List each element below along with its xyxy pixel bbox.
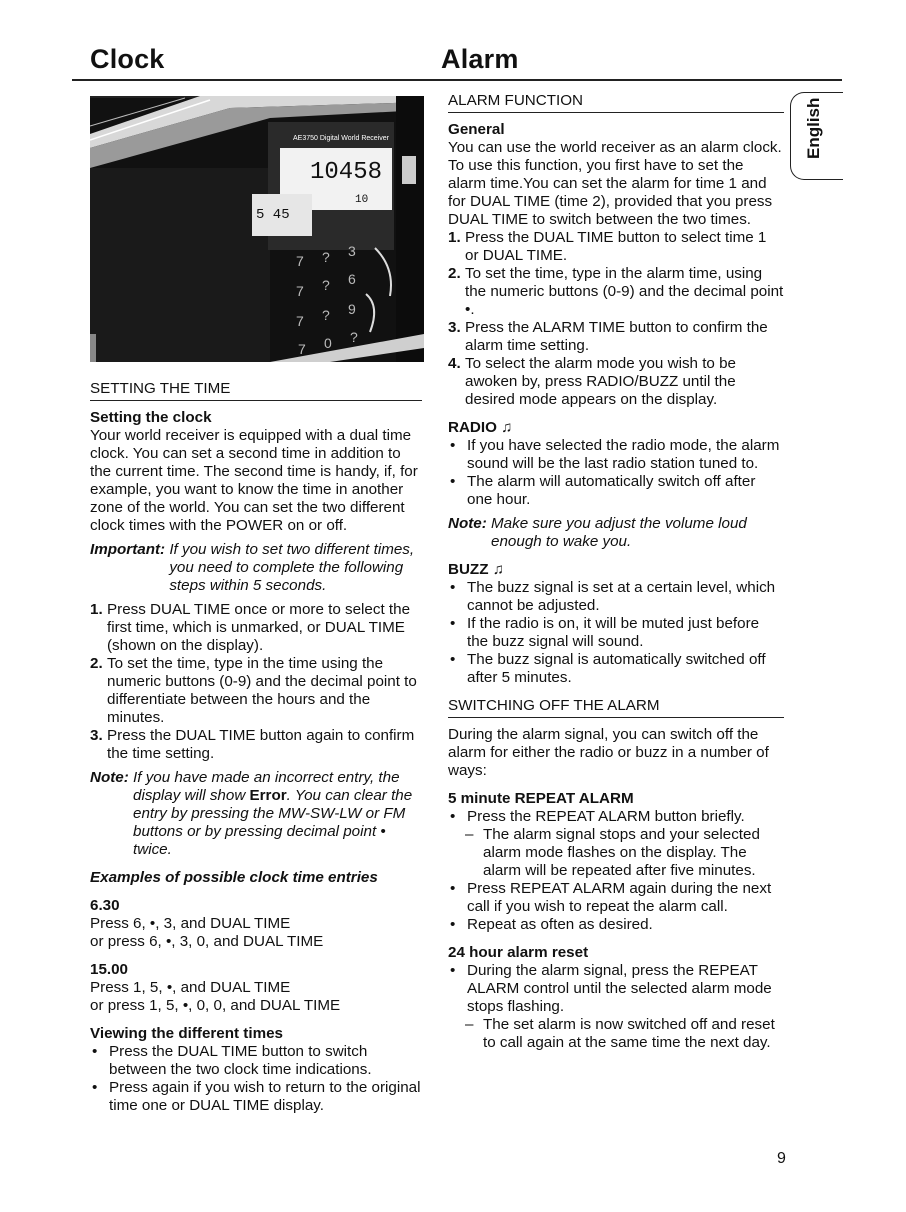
- svg-text:7: 7: [296, 313, 304, 329]
- viewing-list: [90, 1043, 422, 1115]
- list-item: 1. Press DUAL TIME once or more to select the first time, which is unmarked, or DUAL TIME (shown on the display).: [90, 601, 411, 654]
- buzz-list: [448, 579, 784, 687]
- list-item: 3. Press the DUAL TIME button again to confirm the time setting.: [90, 727, 415, 762]
- important-note: Important: If you wish to set two different times, you need to complete the following steps within 5 seconds.: [90, 541, 415, 594]
- general-text: You can use the world receiver as an alarm clock. To use this function, you first have to set the alarm time.You can set the alarm for time 1 and for DUAL TIME (time 2), provided that you press DUAL TIME to switch between the two times.: [448, 139, 782, 228]
- repeat-list: [448, 808, 784, 934]
- example-2-value: 15.00: [90, 961, 129, 978]
- list-item: 2. To set the time, type in the alarm time, using the numeric buttons (0-9) and the decimal point •.: [448, 265, 784, 318]
- page-number: 9: [777, 1150, 786, 1167]
- svg-text:?: ?: [322, 249, 330, 265]
- list-item: 2. To set the time, type in the time using the numeric buttons (0-9) and the decimal point to differentiate between the hours and the minutes.: [90, 655, 417, 726]
- alarm-function-heading: ALARM FUNCTION: [448, 92, 784, 113]
- svg-text:3: 3: [348, 243, 356, 259]
- setting-intro-text: Your world receiver is equipped with a dual time clock. You can set a second time in addition to the current time. The second time is handy, if, for example, you want to know the time in another zone of the world. You can set the two different clock times with the POWER on or off.: [90, 427, 418, 534]
- repeat-subhead: 5 minute REPEAT ALARM: [448, 790, 634, 807]
- setting-steps-list: [90, 601, 422, 763]
- right-column: [448, 92, 784, 1052]
- display-time: 10458: [310, 159, 383, 186]
- reset-subhead: 24 hour alarm reset: [448, 944, 589, 961]
- example-2-line2: or press 1, 5, •, 0, 0, and DUAL TIME: [90, 997, 341, 1014]
- general-subhead: General: [448, 121, 505, 138]
- switching-off-heading: SWITCHING OFF THE ALARM: [448, 697, 784, 718]
- list-item: • During the alarm signal, press the REPEAT ALARM control until the selected alarm mode stops flashing.: [450, 962, 772, 1015]
- switching-text: During the alarm signal, you can switch off the alarm for either the radio or buzz in a number of ways:: [448, 726, 769, 779]
- display-left: 5 45: [256, 207, 290, 223]
- list-item: • Repeat as often as desired.: [450, 916, 653, 933]
- list-item: • The alarm will automatically switch off after one hour.: [450, 473, 756, 508]
- error-note: Note: If you have made an incorrect entry, the display will show Error. You can clear the entry by pressing the MW-SW-LW or FM buttons or by pressing decimal point • twice.: [90, 769, 413, 858]
- radio-photo: [90, 96, 424, 362]
- list-item: • Press again if you wish to return to the original time one or DUAL TIME display.: [92, 1079, 421, 1114]
- setting-the-clock-subhead: Setting the clock: [90, 409, 212, 426]
- header-rule: [72, 79, 842, 81]
- svg-text:?: ?: [322, 277, 330, 293]
- examples-heading: Examples of possible clock time entries: [90, 869, 378, 886]
- example-2-line1: Press 1, 5, •, and DUAL TIME: [90, 979, 291, 996]
- radio-list: [448, 437, 784, 509]
- list-item: • Press the DUAL TIME button to switch between the two clock time indications.: [92, 1043, 372, 1078]
- language-tab-label: English: [804, 97, 823, 159]
- list-item: – The alarm signal stops and your selected alarm mode flashes on the display. The alarm will be repeated after five minutes.: [465, 826, 760, 879]
- example-1-line1: Press 6, •, 3, and DUAL TIME: [90, 915, 291, 932]
- list-item: 3. Press the ALARM TIME button to confirm the alarm time setting.: [448, 319, 768, 354]
- list-item: 1. Press the DUAL TIME button to select time 1 or DUAL TIME.: [448, 229, 767, 264]
- page-title-clock: Clock: [90, 44, 165, 74]
- device-label: AE3750 Digital World Receiver: [293, 135, 389, 142]
- viewing-heading: Viewing the different times: [90, 1025, 283, 1042]
- page-title-alarm: Alarm: [441, 44, 519, 74]
- svg-text:?: ?: [350, 329, 358, 345]
- reset-list: [448, 962, 784, 1052]
- svg-text:7: 7: [298, 341, 306, 357]
- example-1-value: 6.30: [90, 897, 120, 914]
- list-item: 4. To select the alarm mode you wish to be awoken by, press RADIO/BUZZ until the desired mode appears on the display.: [448, 355, 736, 408]
- radio-subhead: RADIO ♫: [448, 419, 513, 436]
- display-small: 10: [355, 194, 369, 206]
- svg-text:7: 7: [296, 283, 304, 299]
- list-item: • If you have selected the radio mode, the alarm sound will be the last radio station tuned to.: [450, 437, 780, 472]
- buzz-subhead: BUZZ ♫: [448, 561, 505, 578]
- svg-text:7: 7: [296, 253, 304, 269]
- setting-the-time-heading: SETTING THE TIME: [90, 380, 422, 401]
- left-column: [90, 380, 422, 1115]
- list-item: • If the radio is on, it will be muted just before the buzz signal will sound.: [450, 615, 760, 650]
- list-item: – The set alarm is now switched off and reset to call again at the same time the next day.: [465, 1016, 775, 1051]
- svg-text:6: 6: [348, 271, 356, 287]
- svg-text:0: 0: [324, 335, 332, 351]
- list-item: • The buzz signal is set at a certain level, which cannot be adjusted.: [450, 579, 776, 614]
- language-tab: [790, 92, 843, 180]
- example-1-line2: or press 6, •, 3, 0, and DUAL TIME: [90, 933, 324, 950]
- svg-text:9: 9: [348, 301, 356, 317]
- list-item: • Press the REPEAT ALARM button briefly.: [450, 808, 745, 825]
- alarm-steps-list: [448, 229, 784, 409]
- list-item: • Press REPEAT ALARM again during the next call if you wish to repeat the alarm call.: [450, 880, 772, 915]
- volume-note: Note: Make sure you adjust the volume loud enough to wake you.: [448, 515, 747, 550]
- svg-text:?: ?: [322, 307, 330, 323]
- list-item: • The buzz signal is automatically switched off after 5 minutes.: [450, 651, 766, 686]
